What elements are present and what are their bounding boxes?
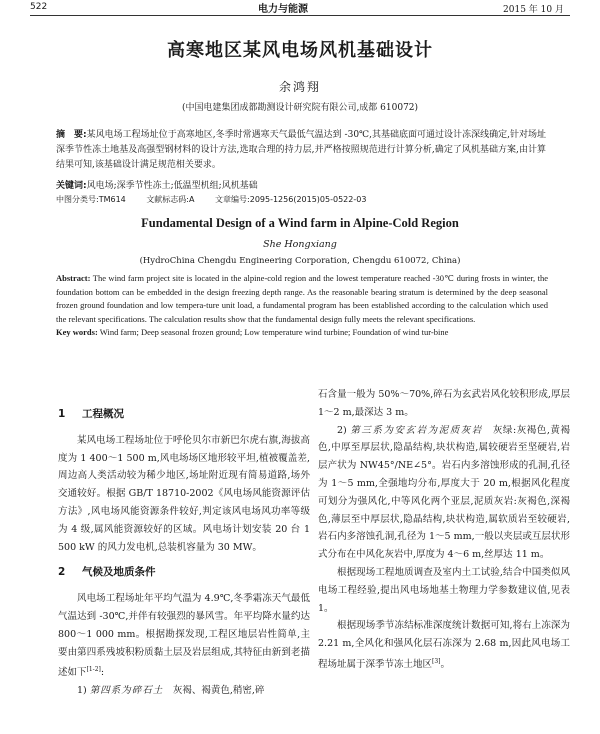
section-2-number: 2 bbox=[58, 566, 66, 579]
author-name-en: She Hongxiang bbox=[263, 239, 337, 250]
section-1-heading bbox=[58, 406, 310, 424]
keywords-cn bbox=[56, 180, 546, 193]
abstract-en-text: The wind farm project site is located in the alpine-cold region and the lowest temperature reached -30℃ during frosts in winter, the foundation bottom can be embedded in the design freezing depth range. As the reasonable bearing stratum is determined by the deep seasonal frozen ground foundation and low tempera-ture unit load, a fundamental program has been established according to the calculation which used the relevant specifications. The calculation results show that the fundamental design fully meets the relevant specifications. bbox=[56, 273, 548, 324]
header-rule bbox=[30, 15, 570, 16]
stratum-item-1-number: 1) bbox=[77, 685, 87, 697]
section-1-number: 1 bbox=[58, 408, 66, 420]
document-code: 文献标志码:A bbox=[146, 195, 195, 204]
soil-parameter-paragraph: 根据现场工程地质调查及室内土工试验,结合中国类似风电场工程经验,提出风电场地基土物理力学参数建议值,见表 1。 bbox=[318, 566, 570, 614]
keywords-cn-label: 关键词: bbox=[56, 181, 87, 191]
stratum-item-2-label: 第三系为安玄岩为泥质灰岩 bbox=[350, 424, 483, 436]
frost-depth-text: 根据现场季节冻结标准深度统计数据可知,将右上冻深为 2.21 m,全风化和强风化层石冻深为 2.68 m,因此风电场工程场址属于深季节冻土地区 bbox=[318, 620, 570, 671]
abstract-en bbox=[56, 272, 548, 340]
section-2-title: 气候及地质条件 bbox=[82, 566, 156, 579]
author-affiliation-en: (HydroChina Chengdu Engineering Corporation, Chengdu 610072, China) bbox=[139, 256, 461, 266]
section-2-paragraph-text: 风电场工程场址年平均气温为 4.9℃,冬季霜冻天气最低气温达到 -30℃,并伴有较强烈的暴风雪。年平均降水量约达 800～1 000 mm。根据勘探发现,工程区地层岩性简单,主要由第四系残坡积粉质黏土层及岩层组成,其特征由新到老描述如下 bbox=[58, 593, 310, 679]
section-1-title: 工程概况 bbox=[82, 408, 124, 420]
running-header bbox=[0, 0, 600, 16]
keywords-en-text: Wind farm; Deep seasonal frozen ground; Low temperature wind turbine; Foundation of wind tur-bine bbox=[99, 327, 449, 337]
keywords-cn-text: 风电场;深季节性冻土;低温型机组;风机基础 bbox=[86, 181, 258, 191]
section-1-paragraph: 某风电场工程场址位于呼伦贝尔市新巴尔虎右旗,海拔高度为 1 400～1 500 m,风电场场区地形较平坦,植被覆盖差,周边高人类活动较为稀少地区,场址附近现有简易道路,场外交通较好。根据 GB/T 18710-2002《风电场风能资源评估方法》,风电场风能资源条件较好,判定该风电场风功率等级为 4 级,属风能资源较好的区域。风电场计划安装 20 台 1 500 kW 的风力发电机,总装机容量为 30 MW。 bbox=[58, 434, 310, 553]
citation-ref: [3] bbox=[432, 657, 441, 665]
section-2-paragraph: 风电场工程场址年平均气温为 4.9℃,冬季霜冻天气最低气温达到 -30℃,并伴有较强烈的暴风雪。年平均降水量约达 800～1 000 mm。根据勘探发现,工程区地层岩性简单,主要由第四系残坡积粉质黏土层及岩层组成,其特征由新到老描述如下[1-2]: bbox=[58, 593, 310, 679]
stratum-item-2 bbox=[318, 422, 570, 564]
abstract-cn-text: 某风电场工程场址位于高寒地区,冬季时常遇寒天气最低气温达到 -30℃,其基础底面可通过设计冻深线确定,针对场址深季节性冻土地基及高强型钢材料的设计方法,选取合理的持力层,并严格按照规范进行计算分析,确定了风机基础方案,由计算结果可知,该基础设计满足规范相关要求。 bbox=[56, 130, 546, 170]
clc-number: 中图分类号:TM614 bbox=[56, 195, 126, 204]
abstract-cn bbox=[56, 128, 546, 173]
paper-title-en: Fundamental Design of a Wind farm in Alpine-Cold Region bbox=[141, 216, 459, 230]
citation-ref: [1-2] bbox=[86, 666, 101, 674]
author-affiliation: (中国电建集团成都勘测设计研究院有限公司,成都 610072) bbox=[181, 103, 419, 113]
stratum-item-1 bbox=[58, 682, 310, 700]
issue-date: 2015 年 10 月 bbox=[503, 5, 564, 15]
abstract-cn-label: 摘 要: bbox=[56, 130, 87, 140]
article-metadata bbox=[56, 194, 556, 205]
journal-name: 电力与能源 bbox=[258, 4, 308, 15]
article-id: 文章编号:2095-1256(2015)05-0522-03 bbox=[215, 195, 367, 204]
stratum-item-1-label: 第四系为碎石土 bbox=[89, 685, 164, 697]
body-column-right bbox=[318, 386, 570, 674]
body-column-left bbox=[58, 398, 310, 700]
keywords-en-label: Key words: bbox=[56, 327, 98, 337]
frost-depth-paragraph: 根据现场季节冻结标准深度统计数据可知,将右上冻深为 2.21 m,全风化和强风化层石冻深为 2.68 m,因此风电场工程场址属于深季节冻土地区[3]。 bbox=[318, 620, 570, 671]
continued-paragraph: 石含量一般为 50%～70%,碎石为玄武岩风化较积形成,厚层 1～2 m,最深达 3 m。 bbox=[318, 389, 570, 418]
abstract-en-label: Abstract: bbox=[56, 273, 91, 283]
page-number: 522 bbox=[30, 2, 48, 12]
stratum-item-2-text: 灰绿:灰褐色,黄褐色,中厚至厚层状,隐晶结构,块状构造,属较硬岩至坚硬岩,岩层产状为 NW45°/NE∠5°。岩石内多溶蚀形成的孔洞,孔径为 1～5 mm,全强地均分布,厚度大于 20 m,根据风化程度可划分为强风化,中等风化两个亚层,泥质灰岩:灰褐色,深褐色,薄层至中厚层状,隐晶结构,块状构造,属软质岩至较硬岩,岩石内多溶蚀孔洞,孔径为 1～5 mm,一般以夹层或互层状形式分布在中风化灰岩中,厚度为 4～6 m,丝厚达 11 m。 bbox=[318, 424, 570, 561]
stratum-item-2-number: 2) bbox=[337, 424, 347, 436]
section-2-heading bbox=[58, 564, 310, 582]
stratum-item-1-text: 灰褐、褐黄色,稍密,碎 bbox=[172, 685, 265, 697]
paper-title: 高寒地区某风电场风机基础设计 bbox=[167, 40, 433, 61]
author-name: 余鸿翔 bbox=[278, 80, 321, 94]
